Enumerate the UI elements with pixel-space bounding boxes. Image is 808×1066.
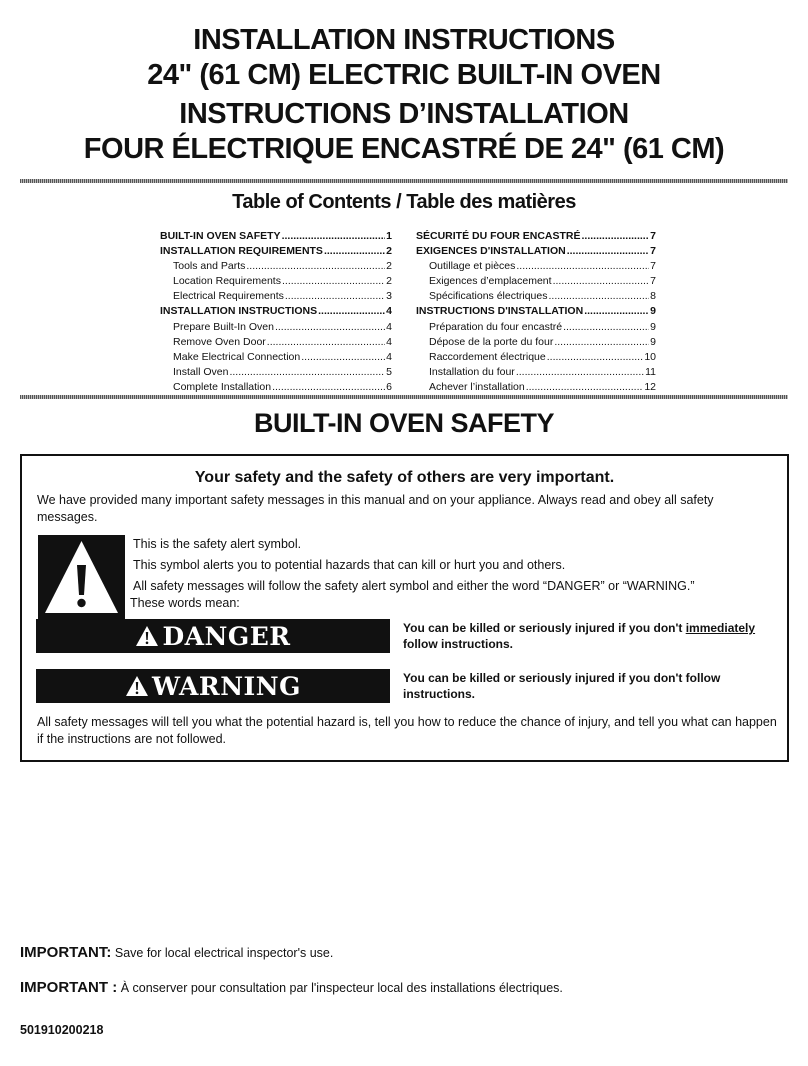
toc-entry-page: 11 (645, 365, 656, 378)
toc-entry (160, 274, 392, 289)
part-number: 501910200218 (20, 1023, 104, 1037)
warning-description: You can be killed or seriously injured if you don't follow instructions. (403, 671, 721, 701)
toc-entry-page: 7 (650, 260, 656, 273)
toc-entry-label: Tools and Parts (173, 260, 246, 273)
toc-leader-dots (582, 229, 650, 244)
toc-leader-dots (516, 365, 644, 380)
toc-entry-page: 7 (650, 230, 656, 242)
toc-entry (160, 244, 392, 259)
toc-entry (416, 244, 656, 259)
toc-entry (160, 380, 392, 395)
toc-entry-label: Remove Oven Door (173, 335, 266, 348)
toc-entry-label: Install Oven (173, 365, 229, 378)
safety-box (20, 454, 789, 762)
toc-entry-label: Complete Installation (173, 380, 272, 393)
toc-leader-dots (553, 274, 650, 289)
toc-entry (160, 320, 392, 335)
toc-entry (160, 335, 392, 350)
toc-column-english (160, 229, 392, 395)
warning-banner (36, 669, 390, 703)
toc-entry (416, 259, 656, 274)
toc-entry-label: Raccordement électrique (429, 350, 546, 363)
danger-banner (36, 619, 390, 653)
title-line-3: INSTRUCTIONS D’INSTALLATION (179, 98, 629, 130)
toc-entry-page: 4 (386, 305, 392, 318)
toc-entry-page: 4 (386, 350, 392, 363)
toc-entry-page: 1 (386, 230, 392, 242)
toc-entry-page: 7 (650, 245, 656, 258)
symbol-text-4: These words mean: (130, 596, 240, 610)
toc-entry-page: 5 (386, 365, 392, 378)
toc-entry-page: 9 (650, 305, 656, 318)
toc-entry-label: Outillage et pièces (429, 260, 516, 273)
toc-entry (160, 365, 392, 380)
toc-leader-dots (282, 229, 386, 244)
toc-entry (416, 304, 656, 319)
danger-label: DANGER (162, 621, 291, 651)
toc-entry-page: 6 (386, 380, 392, 393)
symbol-text-2: This symbol alerts you to potential hazards that can kill or hurt you and others. (133, 558, 566, 572)
toc-leader-dots (516, 259, 649, 274)
toc-leader-dots (318, 304, 385, 319)
toc-entry (416, 335, 656, 350)
alert-triangle-icon (135, 625, 159, 647)
danger-description: You can be killed or seriously injured if you don't immediately follow instructions. (403, 621, 756, 651)
toc-entry-label: Prepare Built-In Oven (173, 320, 274, 333)
title-line-2: 24" (61 CM) ELECTRIC BUILT-IN OVEN (147, 59, 661, 91)
toc-leader-dots (547, 350, 644, 365)
divider-rule (20, 179, 788, 183)
toc-leader-dots (246, 259, 385, 274)
toc-entry-label: Préparation du four encastré (429, 320, 563, 333)
toc-leader-dots (275, 320, 385, 335)
toc-entry-label: Installation du four (429, 365, 515, 378)
toc-entry-label: Exigences d’emplacement (429, 275, 552, 288)
toc-leader-dots (526, 380, 644, 395)
important-note-fr: IMPORTANT : À conserver pour consultation par l'inspecteur local des installations électriques. (20, 979, 563, 996)
toc-entry-page: 4 (386, 335, 392, 348)
toc-entry-page: 3 (386, 290, 392, 303)
toc-entry-label: Location Requirements (173, 275, 281, 288)
toc-entry-page: 9 (650, 335, 656, 348)
section-heading-safety: BUILT-IN OVEN SAFETY (253, 408, 554, 438)
toc-leader-dots (267, 335, 385, 350)
toc-entry-label: Dépose de la porte du four (429, 335, 554, 348)
toc-leader-dots (285, 289, 385, 304)
toc-entry (160, 304, 392, 319)
toc-leader-dots (301, 350, 385, 365)
toc-entry (416, 320, 656, 335)
toc-leader-dots (567, 244, 649, 259)
toc-entry-page: 7 (650, 275, 656, 288)
toc-leader-dots (272, 380, 385, 395)
toc-entry-page: 9 (650, 320, 656, 333)
toc-entry-label: EXIGENCES D'INSTALLATION (416, 245, 566, 258)
symbol-text-1: This is the safety alert symbol. (133, 537, 302, 551)
toc-leader-dots (229, 365, 385, 380)
toc-entry (416, 289, 656, 304)
toc-entry (160, 259, 392, 274)
toc-leader-dots (584, 304, 649, 319)
toc-leader-dots (324, 244, 385, 259)
toc-leader-dots (554, 335, 649, 350)
toc-entry (160, 289, 392, 304)
toc-entry (416, 365, 656, 380)
toc-entry (416, 229, 656, 244)
toc-entry (416, 350, 656, 365)
toc-entry-page: 2 (386, 245, 392, 258)
toc-entry-page: 2 (386, 260, 392, 273)
toc-entry-label: SÉCURITÉ DU FOUR ENCASTRÉ (416, 230, 581, 242)
toc-entry-label: Make Electrical Connection (173, 350, 301, 363)
toc-leader-dots (563, 320, 649, 335)
toc-entry-label: Achever l’installation (429, 380, 525, 393)
safety-box-heading: Your safety and the safety of others are very important. (194, 469, 615, 486)
toc-entry (160, 350, 392, 365)
toc-entry (416, 380, 656, 395)
safety-intro: We have provided many important safety messages in this manual and on your appliance. Always read and obey all safety messages. (37, 493, 714, 524)
toc-entry-page: 4 (386, 320, 392, 333)
divider-rule (20, 395, 788, 399)
toc-leader-dots (548, 289, 649, 304)
toc-heading: Table of Contents / Table des matières (232, 191, 576, 213)
toc-entry-page: 2 (386, 275, 392, 288)
toc-entry-page: 12 (644, 380, 656, 393)
toc-column-french (416, 229, 656, 395)
toc-entry-label: INSTALLATION REQUIREMENTS (160, 245, 323, 258)
symbol-text-3: All safety messages will follow the safety alert symbol and either the word “DANGER” or “WARNING.” (133, 579, 695, 593)
toc-entry-page: 10 (644, 350, 656, 363)
safety-alert-symbol-icon (38, 535, 125, 622)
important-note-en: IMPORTANT: Save for local electrical inspector's use. (20, 944, 334, 961)
toc-entry-label: BUILT-IN OVEN SAFETY (160, 230, 281, 242)
toc-entry-label: Spécifications électriques (429, 290, 548, 303)
toc-leader-dots (282, 274, 385, 289)
title-line-4: FOUR ÉLECTRIQUE ENCASTRÉ DE 24" (61 CM) (83, 133, 725, 165)
toc-entry-label: INSTRUCTIONS D'INSTALLATION (416, 305, 584, 318)
toc-entry-label: INSTALLATION INSTRUCTIONS (160, 305, 318, 318)
safety-footer: All safety messages will tell you what the potential hazard is, tell you how to reduce the chance of injury, and tell you what can happen if the instructions are not followed. (37, 715, 777, 746)
title-line-1: INSTALLATION INSTRUCTIONS (193, 24, 615, 56)
toc-entry (416, 274, 656, 289)
warning-label: WARNING (152, 671, 301, 701)
toc-entry (160, 229, 392, 244)
alert-triangle-icon (125, 675, 149, 697)
toc-entry-label: Electrical Requirements (173, 290, 284, 303)
toc-entry-page: 8 (650, 290, 656, 303)
